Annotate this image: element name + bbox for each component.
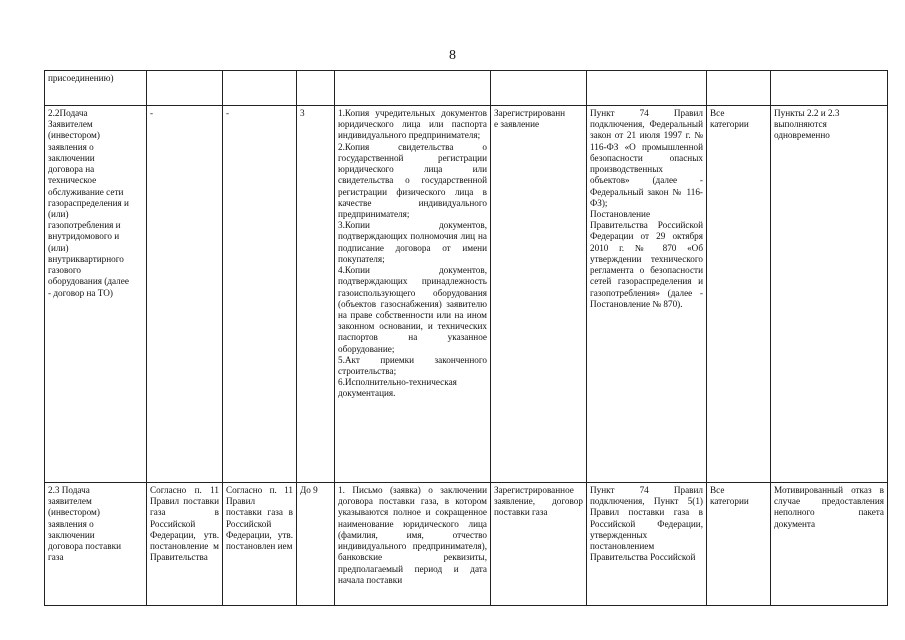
table-cell-documents — [335, 106, 491, 483]
table-cell: Согласно п. 11 Правил поставки газа в Российской Федерации, утв. постановлен ием — [223, 483, 297, 606]
table-cell: - — [223, 106, 297, 483]
table-cell — [771, 71, 888, 106]
list-item: 3.Копии документов, подтверждающих полномочия лиц на подписание договора от имени покупателя; — [338, 220, 487, 264]
table-cell-result: Зарегистрированное заявление, договор поставки газа — [491, 483, 587, 606]
table-cell-documents: 1. Письмо (заявка) о заключении договора поставки газа, в котором указываются полное и сокращенное наименование юридического лица (фамилия, имя, отчество индивидуального предпринимателя), банковские реквизиты, предполагаемый период и дата начала поставки — [335, 483, 491, 606]
list-item: 6.Исполнительно-техническая документация. — [338, 377, 457, 399]
table-cell: 3 — [297, 106, 335, 483]
list-item: 2.Копия свидетельства о государственной регистрации юридического лица или свидетельства о государственной регистрации физического лица в качестве индивидуального предпринимателя; — [338, 141, 487, 219]
table-cell-category: Все категории — [707, 483, 771, 606]
table-cell: Согласно п. 11 Правил поставки газа в Российской Федерации, утв. постановление м Правительства — [147, 483, 223, 606]
documents-list — [338, 108, 487, 400]
procedure-table — [44, 70, 888, 606]
table-cell-step: присоединению) — [45, 71, 147, 106]
table-cell-step: 2.3 Подача заявителем (инвестором) заявления о заключении договора поставки газа — [45, 483, 147, 606]
list-item: 1.Копия учредительных документов юридического лица или паспорта индивидуального предпринимателя; — [338, 108, 487, 141]
table-cell — [491, 71, 587, 106]
table-row — [45, 71, 888, 106]
table-cell — [147, 71, 223, 106]
table-cell-legal-basis: Пункт 74 Правил подключения, Федеральный закон от 21 июля 1997 г. № 116-ФЗ «О промышленной безопасности опасных производственных объектов» (далее - Федеральный закон № 116-ФЗ); Постановление Правительства Российской Федерации от 29 октября 2010 г. № 870 «Об утверждении технического регламента о безопасности сетей газораспределения и газопотребления» (далее - Постановление № 870). — [587, 106, 707, 483]
table-cell: - — [147, 106, 223, 483]
list-item: 4.Копии документов, подтверждающих принадлежность газоиспользующего оборудования (объектов газоснабжения) заявителю на праве собственности или на ином законном основании, и технических паспортов на указанное оборудование; — [338, 265, 487, 354]
table-cell — [223, 71, 297, 106]
table-cell — [335, 71, 491, 106]
table-cell-step: 2.2Подача Заявителем (инвестором) заявления о заключении договора на техническое обслуживание сети газораспределения и (или) газопотребления и внутридомового и (или) внутриквартирного газового оборудования (далее - договор на ТО) — [45, 106, 147, 483]
page-number: 8 — [449, 48, 456, 63]
table-cell — [587, 71, 707, 106]
list-item: 5.Акт приемки законченного строительства; — [338, 354, 487, 377]
table-cell — [707, 71, 771, 106]
table-cell-legal-basis: Пункт 74 Правил подключения, Пункт 5(1) Правил поставки газа в Российской Федерации, утвержденных постановлением Правительства Российской — [587, 483, 707, 606]
table-row — [45, 483, 888, 606]
table-cell-note: Мотивированный отказ в случае предоставления неполного пакета документа — [771, 483, 888, 606]
table-cell — [297, 71, 335, 106]
table-cell: До 9 — [297, 483, 335, 606]
table-cell-category: Все категории — [707, 106, 771, 483]
table-row — [45, 106, 888, 483]
table-cell-result: Зарегистрированн е заявление — [491, 106, 587, 483]
table-cell-note: Пункты 2.2 и 2.3 выполняются одновременно — [771, 106, 888, 483]
